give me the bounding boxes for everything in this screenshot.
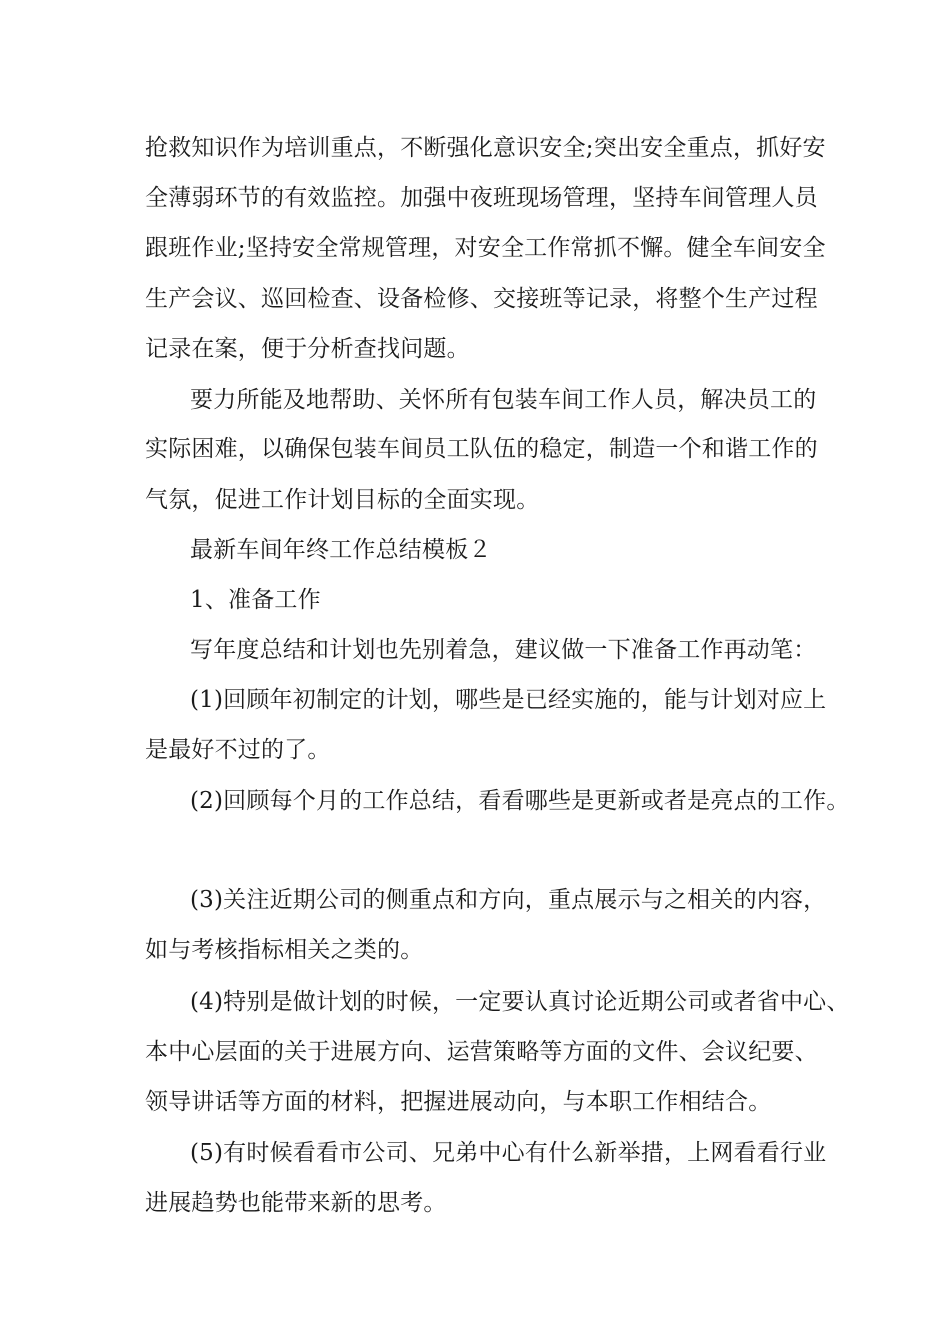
- text-line: 抢救知识作为培训重点，不断强化意识安全;突出安全重点，抓好安: [145, 135, 826, 161]
- text-line: 领导讲话等方面的材料，把握进展动向，与本职工作相结合。: [145, 1089, 772, 1115]
- text-line: 是最好不过的了。: [145, 737, 331, 763]
- text-line: 实际困难，以确保包装车间员工队伍的稳定，制造一个和谐工作的: [145, 436, 818, 462]
- paragraph-start: 写年度总结和计划也先别着急，建议做一下准备工作再动笔：: [190, 637, 817, 663]
- list-item: (2)回顾每个月的工作总结，看看哪些是更新或者是亮点的工作。: [190, 788, 850, 814]
- list-item: (5)有时候看看市公司、兄弟中心有什么新举措，上网看看行业: [190, 1140, 827, 1166]
- text-line: 进展趋势也能带来新的思考。: [145, 1190, 447, 1216]
- paragraph-start: 要力所能及地帮助、关怀所有包装车间工作人员，解决员工的: [190, 387, 817, 413]
- list-item: (4)特别是做计划的时候，一定要认真讨论近期公司或者省中心、: [190, 989, 850, 1015]
- subsection-heading: 1、准备工作: [190, 587, 321, 613]
- text-line: 跟班作业;坚持安全常规管理，对安全工作常抓不懈。健全车间安全: [145, 235, 826, 261]
- text-line: 生产会议、巡回检查、设备检修、交接班等记录，将整个生产过程: [145, 286, 818, 312]
- list-item: (3)关注近期公司的侧重点和方向，重点展示与之相关的内容，: [190, 887, 827, 913]
- text-line: 如与考核指标相关之类的。: [145, 937, 424, 963]
- list-item: (1)回顾年初制定的计划，哪些是已经实施的，能与计划对应上: [190, 687, 827, 713]
- section-heading: 最新车间年终工作总结模板２: [190, 537, 492, 563]
- text-line: 本中心层面的关于进展方向、运营策略等方面的文件、会议纪要、: [145, 1039, 818, 1065]
- text-line: 气氛，促进工作计划目标的全面实现。: [145, 487, 540, 513]
- text-line: 全薄弱环节的有效监控。加强中夜班现场管理，坚持车间管理人员: [145, 185, 818, 211]
- text-line: 记录在案，便于分析查找问题。: [145, 336, 470, 362]
